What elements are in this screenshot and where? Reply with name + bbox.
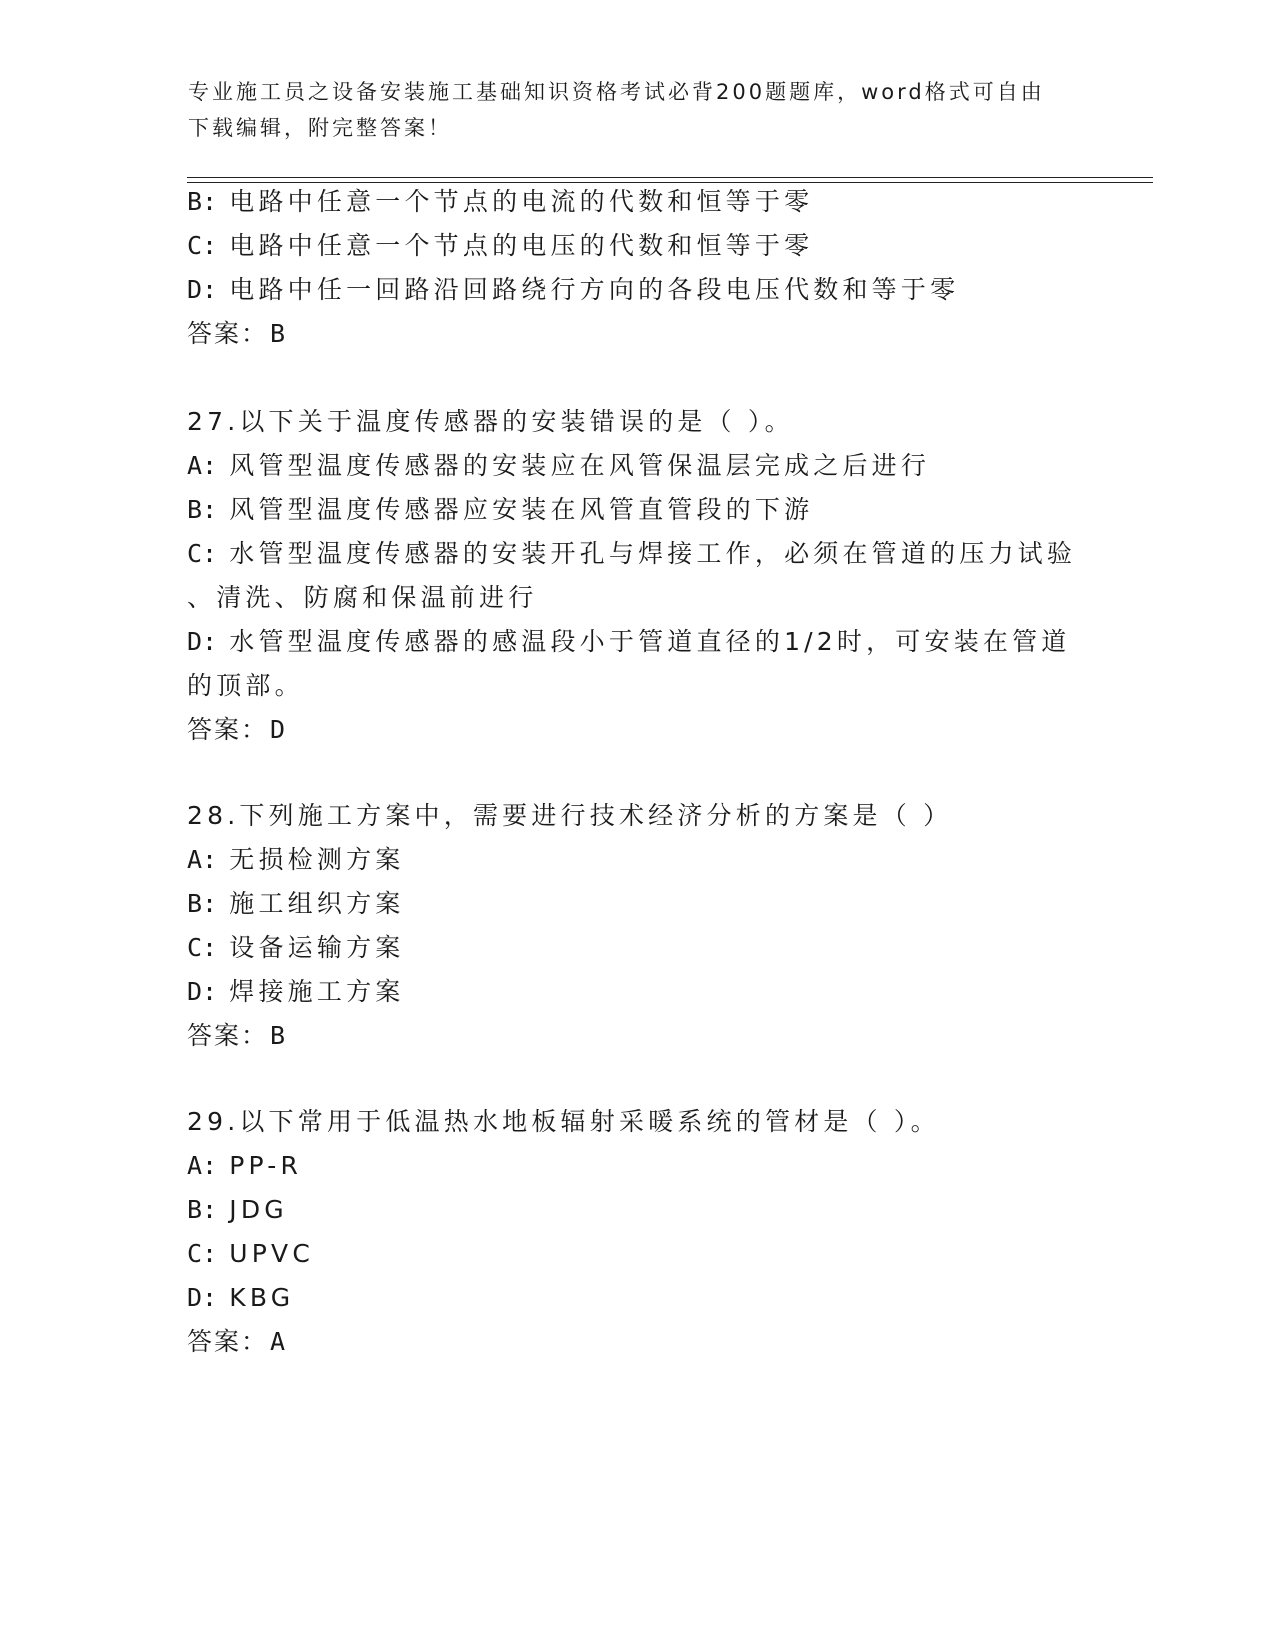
option-letter: B: <box>187 495 218 524</box>
q27-option-d <box>187 626 1071 658</box>
option-letter: C: <box>187 1239 218 1268</box>
option-letter: B: <box>187 1195 218 1224</box>
q26-answer <box>187 318 287 350</box>
q29-answer <box>187 1326 287 1358</box>
q28-answer <box>187 1020 287 1052</box>
option-letter: B: <box>187 187 218 216</box>
option-letter: A: <box>187 451 218 480</box>
q28-option-d <box>187 976 404 1008</box>
option-letter: C: <box>187 231 218 260</box>
q29-option-c <box>187 1238 314 1270</box>
option-text: KBG <box>229 1283 295 1312</box>
option-text: 风管型温度传感器应安装在风管直管段的下游 <box>229 495 814 524</box>
q29-option-b <box>187 1194 288 1226</box>
option-text: 电路中任一回路沿回路绕行方向的各段电压代数和等于零 <box>229 275 960 304</box>
answer-label: 答案： <box>187 715 269 744</box>
option-text: PP-R <box>229 1151 303 1180</box>
q29-option-a <box>187 1150 302 1182</box>
q28-option-c <box>187 932 404 964</box>
option-letter: C: <box>187 539 218 568</box>
answer-value: D <box>270 715 288 744</box>
q27-option-d-continuation: 的顶部。 <box>187 671 304 700</box>
option-text: 焊接施工方案 <box>229 977 405 1006</box>
q29-stem: 29.以下常用于低温热水地板辐射采暖系统的管材是（ ）。 <box>187 1107 940 1136</box>
q26-option-c <box>187 230 813 262</box>
q27-option-b <box>187 494 813 526</box>
q27-option-c-continuation: 、清洗、防腐和保温前进行 <box>187 583 538 612</box>
q28-stem: 28.下列施工方案中，需要进行技术经济分析的方案是（ ） <box>187 801 953 830</box>
option-text: UPVC <box>229 1239 314 1268</box>
q27-option-a <box>187 450 930 482</box>
option-text: 水管型温度传感器的安装开孔与焊接工作，必须在管道的压力试验 <box>229 539 1077 568</box>
option-text: 风管型温度传感器的安装应在风管保温层完成之后进行 <box>229 451 931 480</box>
answer-label: 答案： <box>187 319 269 348</box>
header-divider-top <box>187 177 1153 178</box>
option-text: 水管型温度传感器的感温段小于管道直径的1/2时，可安装在管道 <box>229 627 1071 656</box>
q27-option-c <box>187 538 1076 570</box>
answer-value: B <box>270 319 288 348</box>
q26-option-b <box>187 186 813 218</box>
q27-stem: 27.以下关于温度传感器的安装错误的是（ ）。 <box>187 407 794 436</box>
option-letter: D: <box>187 627 218 656</box>
header-divider-bottom <box>187 182 1153 183</box>
option-letter: A: <box>187 845 218 874</box>
q28-option-b <box>187 888 404 920</box>
answer-label: 答案： <box>187 1327 269 1356</box>
option-text: 电路中任意一个节点的电流的代数和恒等于零 <box>229 187 814 216</box>
answer-value: B <box>270 1021 288 1050</box>
option-text: 施工组织方案 <box>229 889 405 918</box>
option-text: 电路中任意一个节点的电压的代数和恒等于零 <box>229 231 814 260</box>
option-letter: A: <box>187 1151 218 1180</box>
q26-option-d <box>187 274 959 306</box>
answer-value: A <box>270 1327 288 1356</box>
option-letter: D: <box>187 275 218 304</box>
q29-option-d <box>187 1282 294 1314</box>
q27-answer <box>187 714 287 746</box>
option-letter: B: <box>187 889 218 918</box>
option-letter: C: <box>187 933 218 962</box>
option-text: 无损检测方案 <box>229 845 405 874</box>
option-text: JDG <box>229 1195 288 1224</box>
q28-option-a <box>187 844 404 876</box>
option-letter: D: <box>187 1283 218 1312</box>
answer-label: 答案： <box>187 1021 269 1050</box>
option-letter: D: <box>187 977 218 1006</box>
option-text: 设备运输方案 <box>229 933 405 962</box>
document-header: 专业施工员之设备安装施工基础知识资格考试必背200题题库，word格式可自由下载编辑，附完整答案！ <box>188 80 1045 140</box>
